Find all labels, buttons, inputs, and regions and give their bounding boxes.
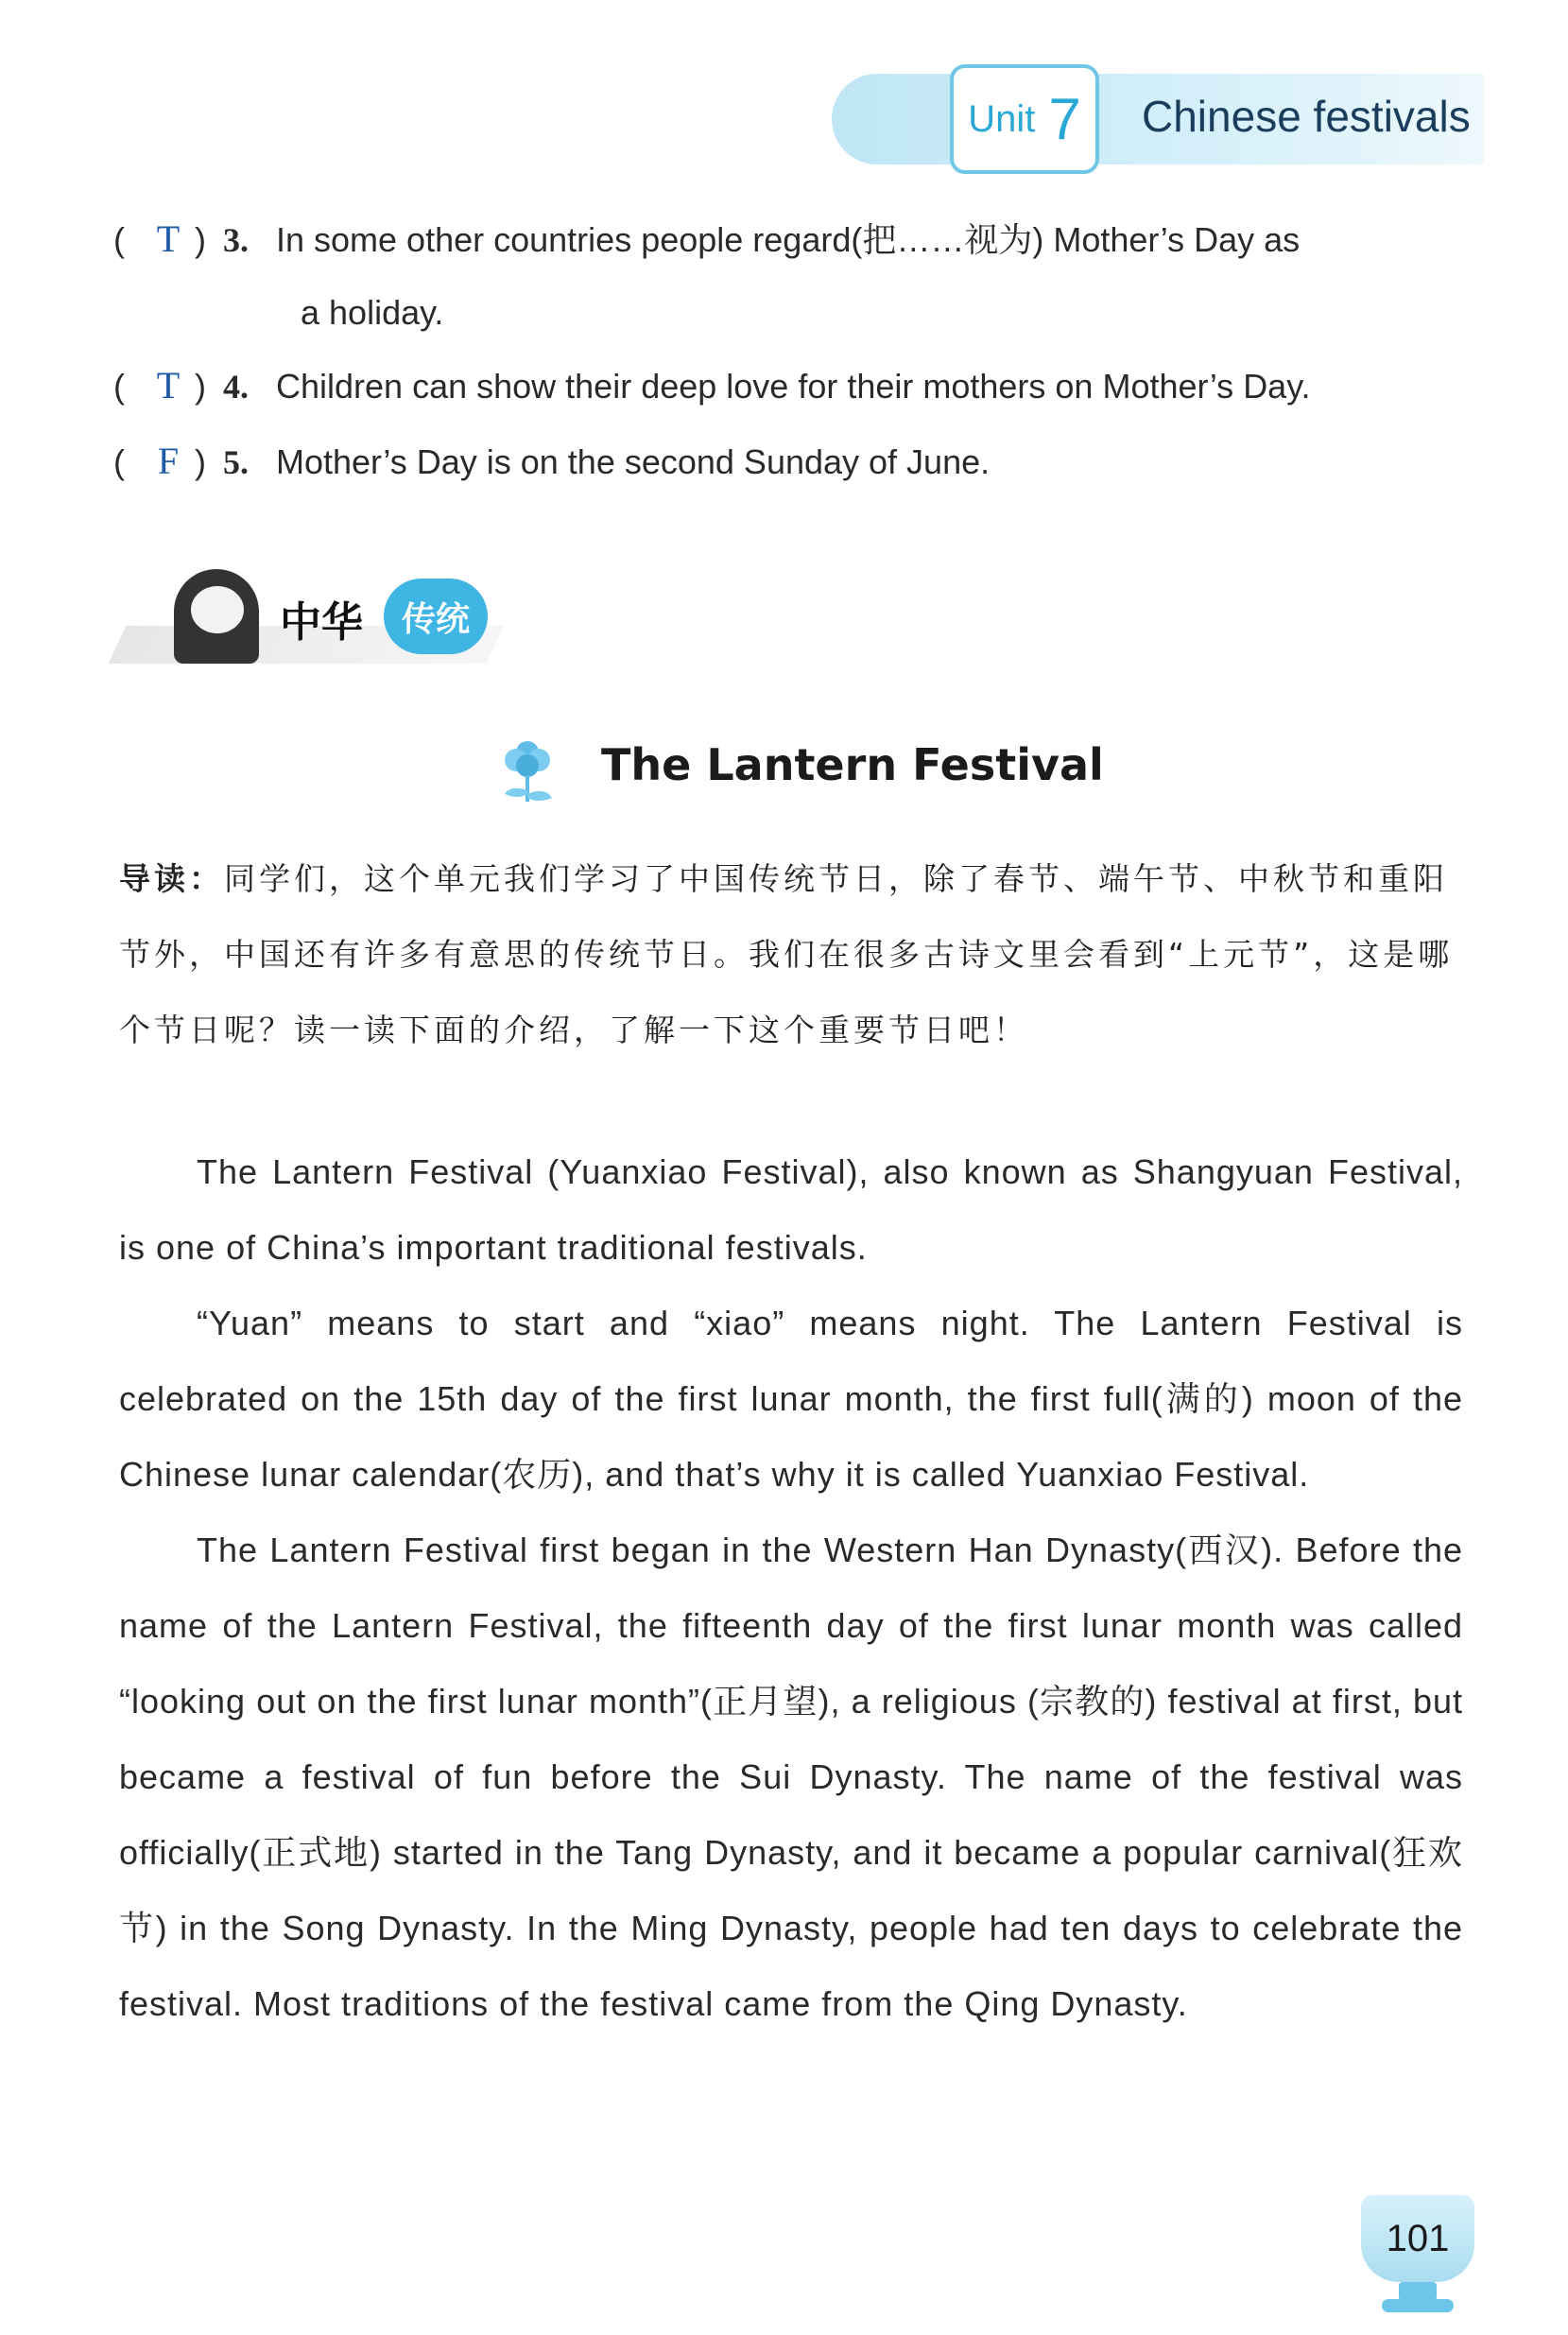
answer-line-4: ( T ) 4. Children can show their deep love for their mothers on Mother’s Day. <box>113 364 1311 406</box>
unit-title: Chinese festivals <box>1142 92 1471 141</box>
unit-number: 7 <box>1048 86 1081 152</box>
paragraph: The Lantern Festival (Yuanxiao Festival), also known as Shangyuan Festival, is one of China’s important traditional festivals. <box>119 1152 1463 1267</box>
answer-mark: T <box>156 217 181 260</box>
question-number: 3. <box>223 221 249 259</box>
question-text: In some other countries people regard(把……视为) Mother’s Day as <box>276 220 1301 259</box>
page-number-badge <box>1361 2195 1474 2282</box>
paragraph: The Lantern Festival first began in the Western Han Dynasty(西汉). Before the name of the Lantern Festival, the fifteenth day of the first lunar month was called “looking out on the first lunar month”(正月望), a religious (宗教的) festival at first, but became a festival of fun before the Sui Dynasty. The name of the festival was officially(正式地) started in the Tang Dynasty, and it became a popular carnival(狂欢节) in the Song Dynasty. In the Ming Dynasty, people had ten days to celebrate the festival. Most traditions of the festival came from the Qing Dynasty. <box>119 1531 1463 2023</box>
guide-label: 导读： <box>119 860 224 897</box>
question-text-continuation: a holiday. <box>301 293 444 332</box>
guide-text-block <box>119 841 1461 1068</box>
unit-word: Unit <box>968 97 1036 140</box>
flower-icon <box>497 732 558 807</box>
question-number: 5. <box>223 443 249 481</box>
unit-badge <box>950 64 1099 174</box>
teacher-face-icon <box>191 586 244 633</box>
answer-mark: T <box>156 364 181 406</box>
answer-mark: F <box>157 440 180 482</box>
answer-line-5: ( F ) 5. Mother’s Day is on the second Sunday of June. <box>113 440 991 482</box>
article-title: The Lantern Festival <box>601 739 1104 790</box>
section-banner <box>117 560 514 673</box>
page-number: 101 <box>1386 2217 1450 2259</box>
page-badge-base <box>1382 2299 1454 2312</box>
answer-line-3: ( T ) 3. In some other countries people regard(把……视为) Mother’s Day as <box>113 214 1300 270</box>
article-body <box>119 1134 1463 2042</box>
question-text: Children can show their deep love for their mothers on Mother’s Day. <box>276 367 1311 406</box>
guide-text: 同学们，这个单元我们学习了中国传统节日，除了春节、端午节、中秋节和重阳节外，中国还有许多有意思的传统节日。我们在很多古诗文里会看到“上元节”，这是哪个节日呢？读一读下面的介绍，了解一下这个重要节日吧！ <box>119 860 1454 1048</box>
banner-label: 中华 <box>280 598 363 647</box>
question-text: Mother’s Day is on the second Sunday of June. <box>276 442 991 481</box>
paragraph: “Yuan” means to start and “xiao” means night. The Lantern Festival is celebrated on the 15th day of the first lunar month, the first full(满的) moon of the Chinese lunar calendar(农历), and that’s why it is called Yuanxiao Festival. <box>119 1304 1463 1494</box>
page-badge-stand <box>1399 2282 1437 2301</box>
question-number: 4. <box>223 368 249 406</box>
banner-bubble: 传统 <box>384 579 488 654</box>
